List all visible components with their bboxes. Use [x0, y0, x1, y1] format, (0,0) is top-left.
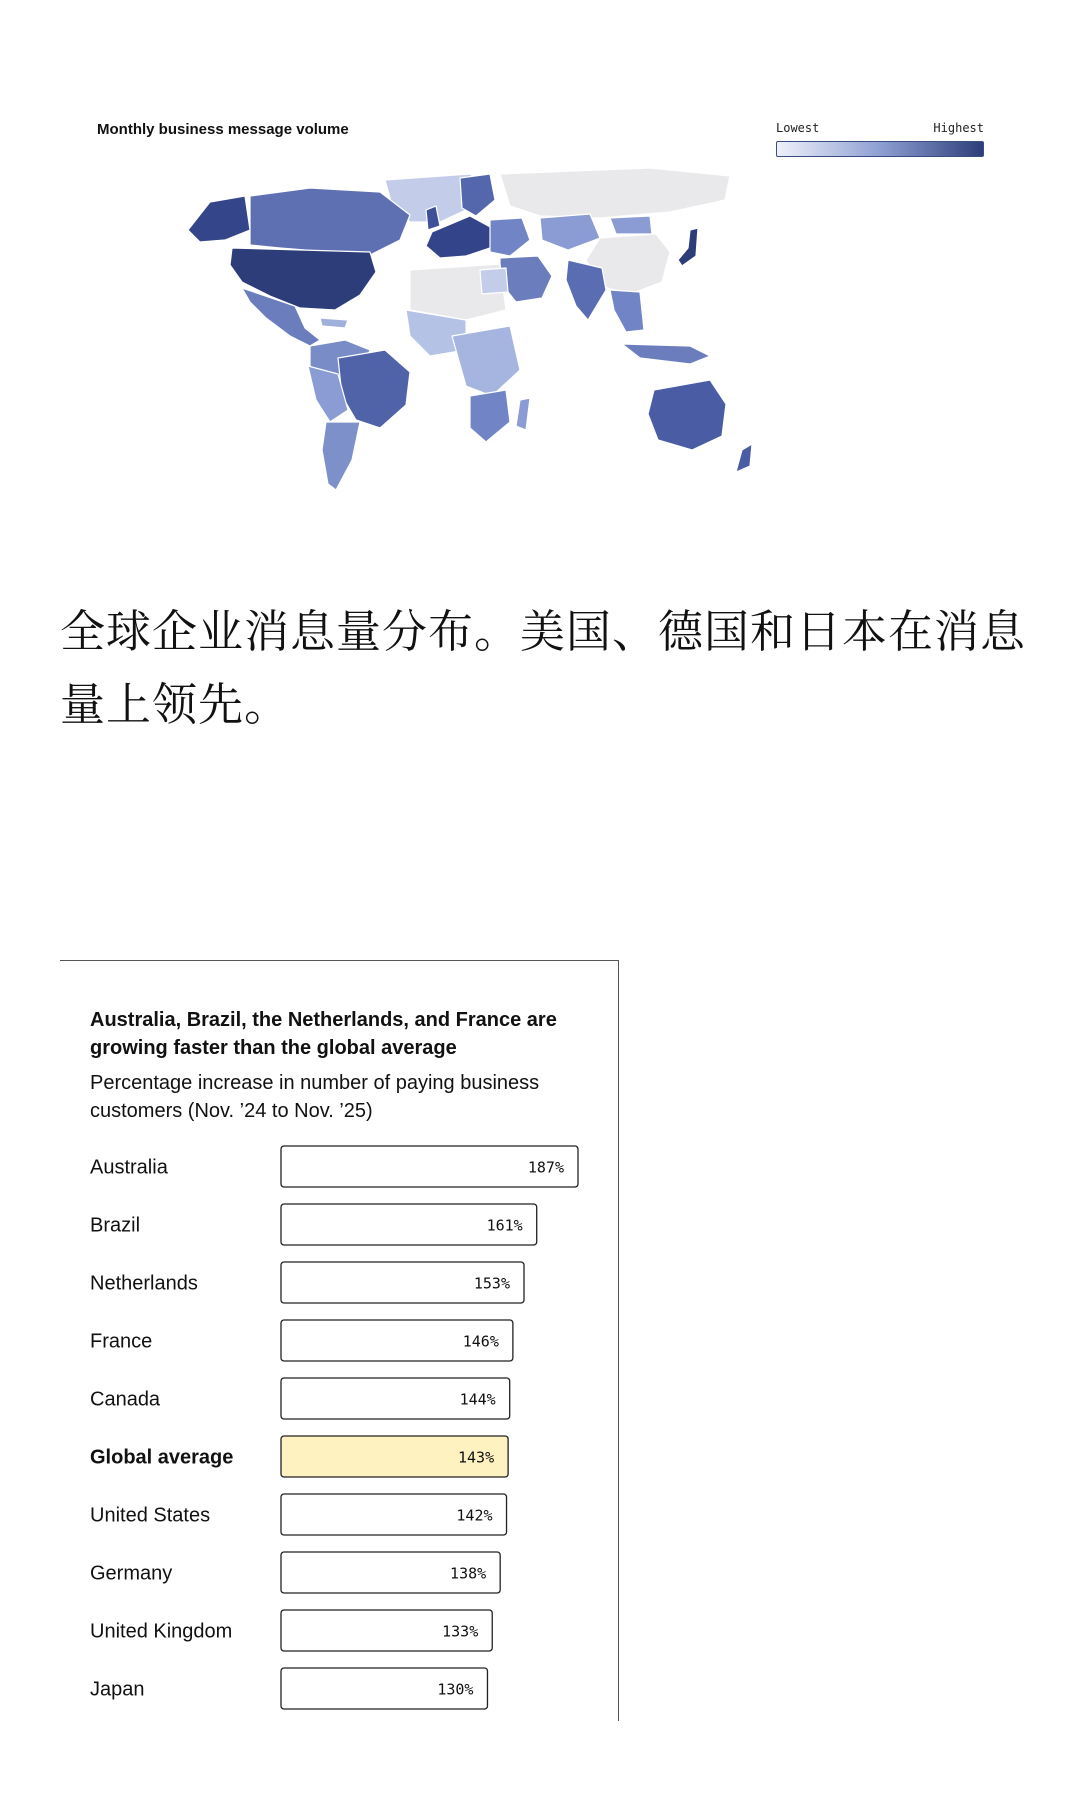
region-middle-east: [500, 256, 552, 302]
region-eastern-europe: [490, 218, 530, 256]
category-label-japan: Japan: [90, 1678, 145, 1701]
region-caribbean: [320, 318, 348, 328]
country-egypt: [480, 268, 508, 294]
value-label-australia: 187%: [527, 1158, 564, 1177]
value-label-japan: 130%: [437, 1680, 474, 1699]
country-canada: [250, 188, 410, 255]
legend-lowest-label: Lowest: [776, 121, 820, 135]
region-southeast-asia: [610, 290, 644, 332]
country-russia: [500, 168, 730, 218]
value-label-brazil: 161%: [486, 1216, 523, 1235]
legend-gradient-bar: [776, 141, 984, 157]
country-madagascar: [516, 398, 530, 430]
value-label-netherlands: 153%: [473, 1274, 510, 1293]
legend-highest-label: Highest: [933, 121, 984, 135]
value-label-france: 146%: [462, 1332, 499, 1351]
region-central-asia: [540, 214, 600, 250]
value-label-germany: 138%: [450, 1564, 487, 1583]
map-caption: 全球企业消息量分布。美国、德国和日本在消息量上领先。: [60, 605, 1027, 731]
category-label-united-kingdom: United Kingdom: [90, 1620, 233, 1643]
value-label-global-average: 143%: [457, 1448, 495, 1467]
category-label-canada: Canada: [90, 1388, 161, 1411]
region-southern-cone: [322, 422, 360, 490]
category-label-germany: Germany: [90, 1562, 173, 1585]
bar-chart: [60, 961, 618, 1721]
country-india: [566, 260, 606, 320]
chart-title: Australia, Brazil, the Netherlands, and France are growing faster than the global average: [90, 1009, 557, 1059]
category-label-global-average: Global average: [90, 1446, 234, 1469]
category-label-united-states: United States: [90, 1504, 211, 1527]
country-japan: [678, 228, 698, 266]
region-southern-africa: [470, 390, 510, 442]
value-label-canada: 144%: [459, 1390, 496, 1409]
country-mongolia: [610, 216, 652, 234]
world-map: [170, 160, 910, 530]
country-new-zealand: [736, 444, 752, 472]
category-label-australia: Australia: [90, 1156, 168, 1179]
country-brazil: [338, 350, 410, 428]
country-australia: [648, 380, 726, 450]
region-scandinavia: [460, 174, 495, 216]
value-label-united-states: 142%: [456, 1506, 493, 1525]
country-alaska: [188, 196, 250, 242]
category-label-brazil: Brazil: [90, 1214, 141, 1237]
growth-chart-card: [60, 960, 619, 1721]
category-label-netherlands: Netherlands: [90, 1272, 198, 1295]
category-label-france: France: [90, 1330, 153, 1353]
region-maritime-se-asia: [622, 344, 710, 364]
chart-subtitle: Percentage increase in number of paying business customers (Nov. ’24 to Nov. ’25): [90, 1072, 540, 1122]
region-central-africa: [452, 326, 520, 396]
map-title: Monthly business message volume: [97, 121, 349, 138]
value-label-united-kingdom: 133%: [442, 1622, 479, 1641]
